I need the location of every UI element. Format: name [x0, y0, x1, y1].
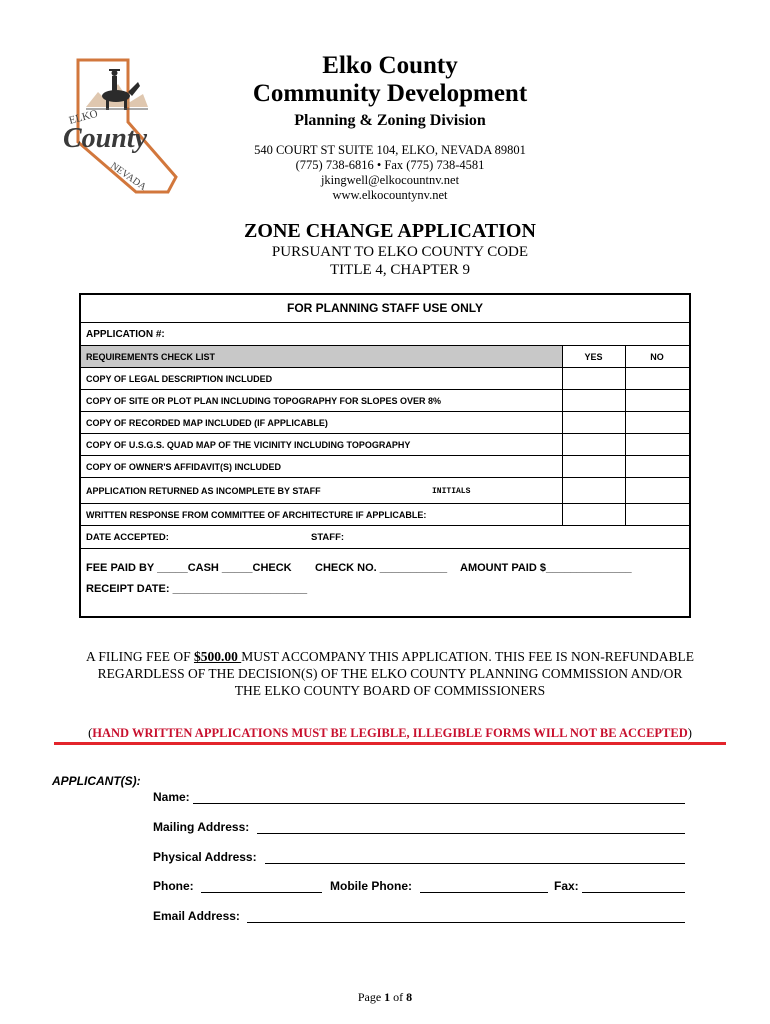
name-label: Name: [153, 790, 190, 804]
staff-label: STAFF: [311, 531, 345, 543]
physical-address-field[interactable] [265, 863, 685, 864]
mobile-phone-label: Mobile Phone: [330, 879, 412, 893]
no-checkbox[interactable] [625, 504, 689, 525]
requirement-row [81, 389, 689, 411]
requirement-label: APPLICATION RETURNED AS INCOMPLETE BY STAFF [86, 485, 321, 496]
fee-notice-post: MUST ACCOMPANY THIS APPLICATION. THIS FEE IS NON-REFUNDABLE [241, 649, 695, 664]
fee-notice-pre: A FILING FEE OF [85, 649, 194, 664]
email-address-field[interactable] [247, 922, 685, 923]
red-divider [54, 742, 726, 745]
requirements-header: REQUIREMENTS CHECK LIST [81, 346, 562, 367]
phone-label: Phone: [153, 879, 194, 893]
date-accepted-label: DATE ACCEPTED: [86, 531, 169, 543]
yes-checkbox[interactable] [562, 478, 625, 503]
requirement-row [81, 455, 689, 477]
fee-notice-line2: REGARDLESS OF THE DECISION(S) OF THE ELKO COUNTY PLANNING COMMISSION AND/OR [97, 666, 683, 681]
amount-paid: AMOUNT PAID $______________ [460, 562, 632, 574]
svg-text:County: County [63, 123, 148, 154]
website: www.elkocountynv.net [332, 188, 448, 202]
fee-notice-line3: THE ELKO COUNTY BOARD OF COMMISSIONERS [234, 683, 546, 698]
phone-fax: (775) 738-6816 • Fax (775) 738-4581 [295, 158, 485, 172]
requirement-label: COPY OF U.S.G.S. QUAD MAP OF THE VICINITY INCLUDING TOPOGRAPHY [86, 439, 411, 450]
svg-text:NEVADA: NEVADA [108, 160, 149, 193]
date-accepted-row [81, 525, 689, 549]
page-number: Page 1 of 8 [357, 990, 413, 1004]
yes-checkbox[interactable] [562, 456, 625, 477]
code-reference-line2: TITLE 4, CHAPTER 9 [330, 262, 470, 278]
fee-paid-by: FEE PAID BY _____CASH _____CHECK [86, 562, 292, 574]
contact-email: jkingwell@elkocountnv.net [320, 173, 460, 187]
requirements-header-row [81, 345, 689, 367]
svg-text:ELKO: ELKO [67, 107, 100, 127]
application-number-label: APPLICATION #: [86, 329, 165, 340]
no-checkbox[interactable] [625, 368, 689, 389]
division-name: Planning & Zoning Division [294, 112, 486, 129]
address: 540 COURT ST SUITE 104, ELKO, NEVADA 89801 [254, 143, 526, 157]
initials-label: INITIALS [432, 487, 471, 496]
mailing-address-field[interactable] [257, 833, 685, 834]
requirement-label: COPY OF SITE OR PLOT PLAN INCLUDING TOPOGRAPHY FOR SLOPES OVER 8% [86, 395, 442, 406]
physical-address-label: Physical Address: [153, 850, 257, 864]
requirement-label: COPY OF RECORDED MAP INCLUDED (IF APPLICABLE) [86, 417, 328, 428]
receipt-date: RECEIPT DATE: ______________________ [86, 583, 308, 595]
no-checkbox[interactable] [625, 390, 689, 411]
requirement-row [81, 367, 689, 389]
fee-amount: $500.00 [193, 649, 242, 664]
org-name-line2: Community Development [252, 80, 528, 107]
yes-checkbox[interactable] [562, 504, 625, 525]
no-checkbox[interactable] [625, 412, 689, 433]
legibility-warning: (HAND WRITTEN APPLICATIONS MUST BE LEGIBLE, ILLEGIBLE FORMS WILL NOT BE ACCEPTED) [88, 726, 692, 740]
fax-label: Fax: [554, 879, 579, 893]
yes-checkbox[interactable] [562, 368, 625, 389]
staff-box-title: FOR PLANNING STAFF USE ONLY [286, 301, 483, 315]
elko-county-logo [48, 52, 183, 197]
org-name-line1: Elko County [322, 52, 458, 79]
code-reference-line1: PURSUANT TO ELKO COUNTY CODE [271, 244, 529, 260]
yes-checkbox[interactable] [562, 434, 625, 455]
requirement-row [81, 503, 689, 525]
no-checkbox[interactable] [625, 456, 689, 477]
mailing-address-label: Mailing Address: [153, 820, 250, 834]
no-header: NO [650, 351, 664, 362]
fax-field[interactable] [582, 892, 685, 893]
name-field[interactable] [193, 803, 685, 804]
mobile-phone-field[interactable] [420, 892, 548, 893]
application-number-row [81, 322, 689, 346]
requirement-label: COPY OF LEGAL DESCRIPTION INCLUDED [86, 373, 273, 384]
yes-checkbox[interactable] [562, 412, 625, 433]
yes-checkbox[interactable] [562, 390, 625, 411]
check-number: CHECK NO. ___________ [315, 562, 448, 574]
no-checkbox[interactable] [625, 478, 689, 503]
requirement-row [81, 433, 689, 455]
requirement-row [81, 411, 689, 433]
staff-use-box [79, 293, 691, 618]
requirement-label: WRITTEN RESPONSE FROM COMMITTEE OF ARCHITECTURE IF APPLICABLE: [86, 509, 427, 520]
requirement-row [81, 477, 689, 503]
applicant-section-title: APPLICANT(S): [52, 774, 141, 788]
legibility-warning-text: HAND WRITTEN APPLICATIONS MUST BE LEGIBLE, ILLEGIBLE FORMS WILL NOT BE ACCEPTED [92, 726, 688, 740]
application-title: ZONE CHANGE APPLICATION [244, 220, 536, 242]
requirement-label: COPY OF OWNER'S AFFIDAVIT(S) INCLUDED [86, 461, 281, 472]
yes-header: YES [584, 351, 603, 362]
phone-field[interactable] [201, 892, 322, 893]
no-checkbox[interactable] [625, 434, 689, 455]
email-address-label: Email Address: [153, 909, 240, 923]
fee-notice [60, 648, 720, 699]
